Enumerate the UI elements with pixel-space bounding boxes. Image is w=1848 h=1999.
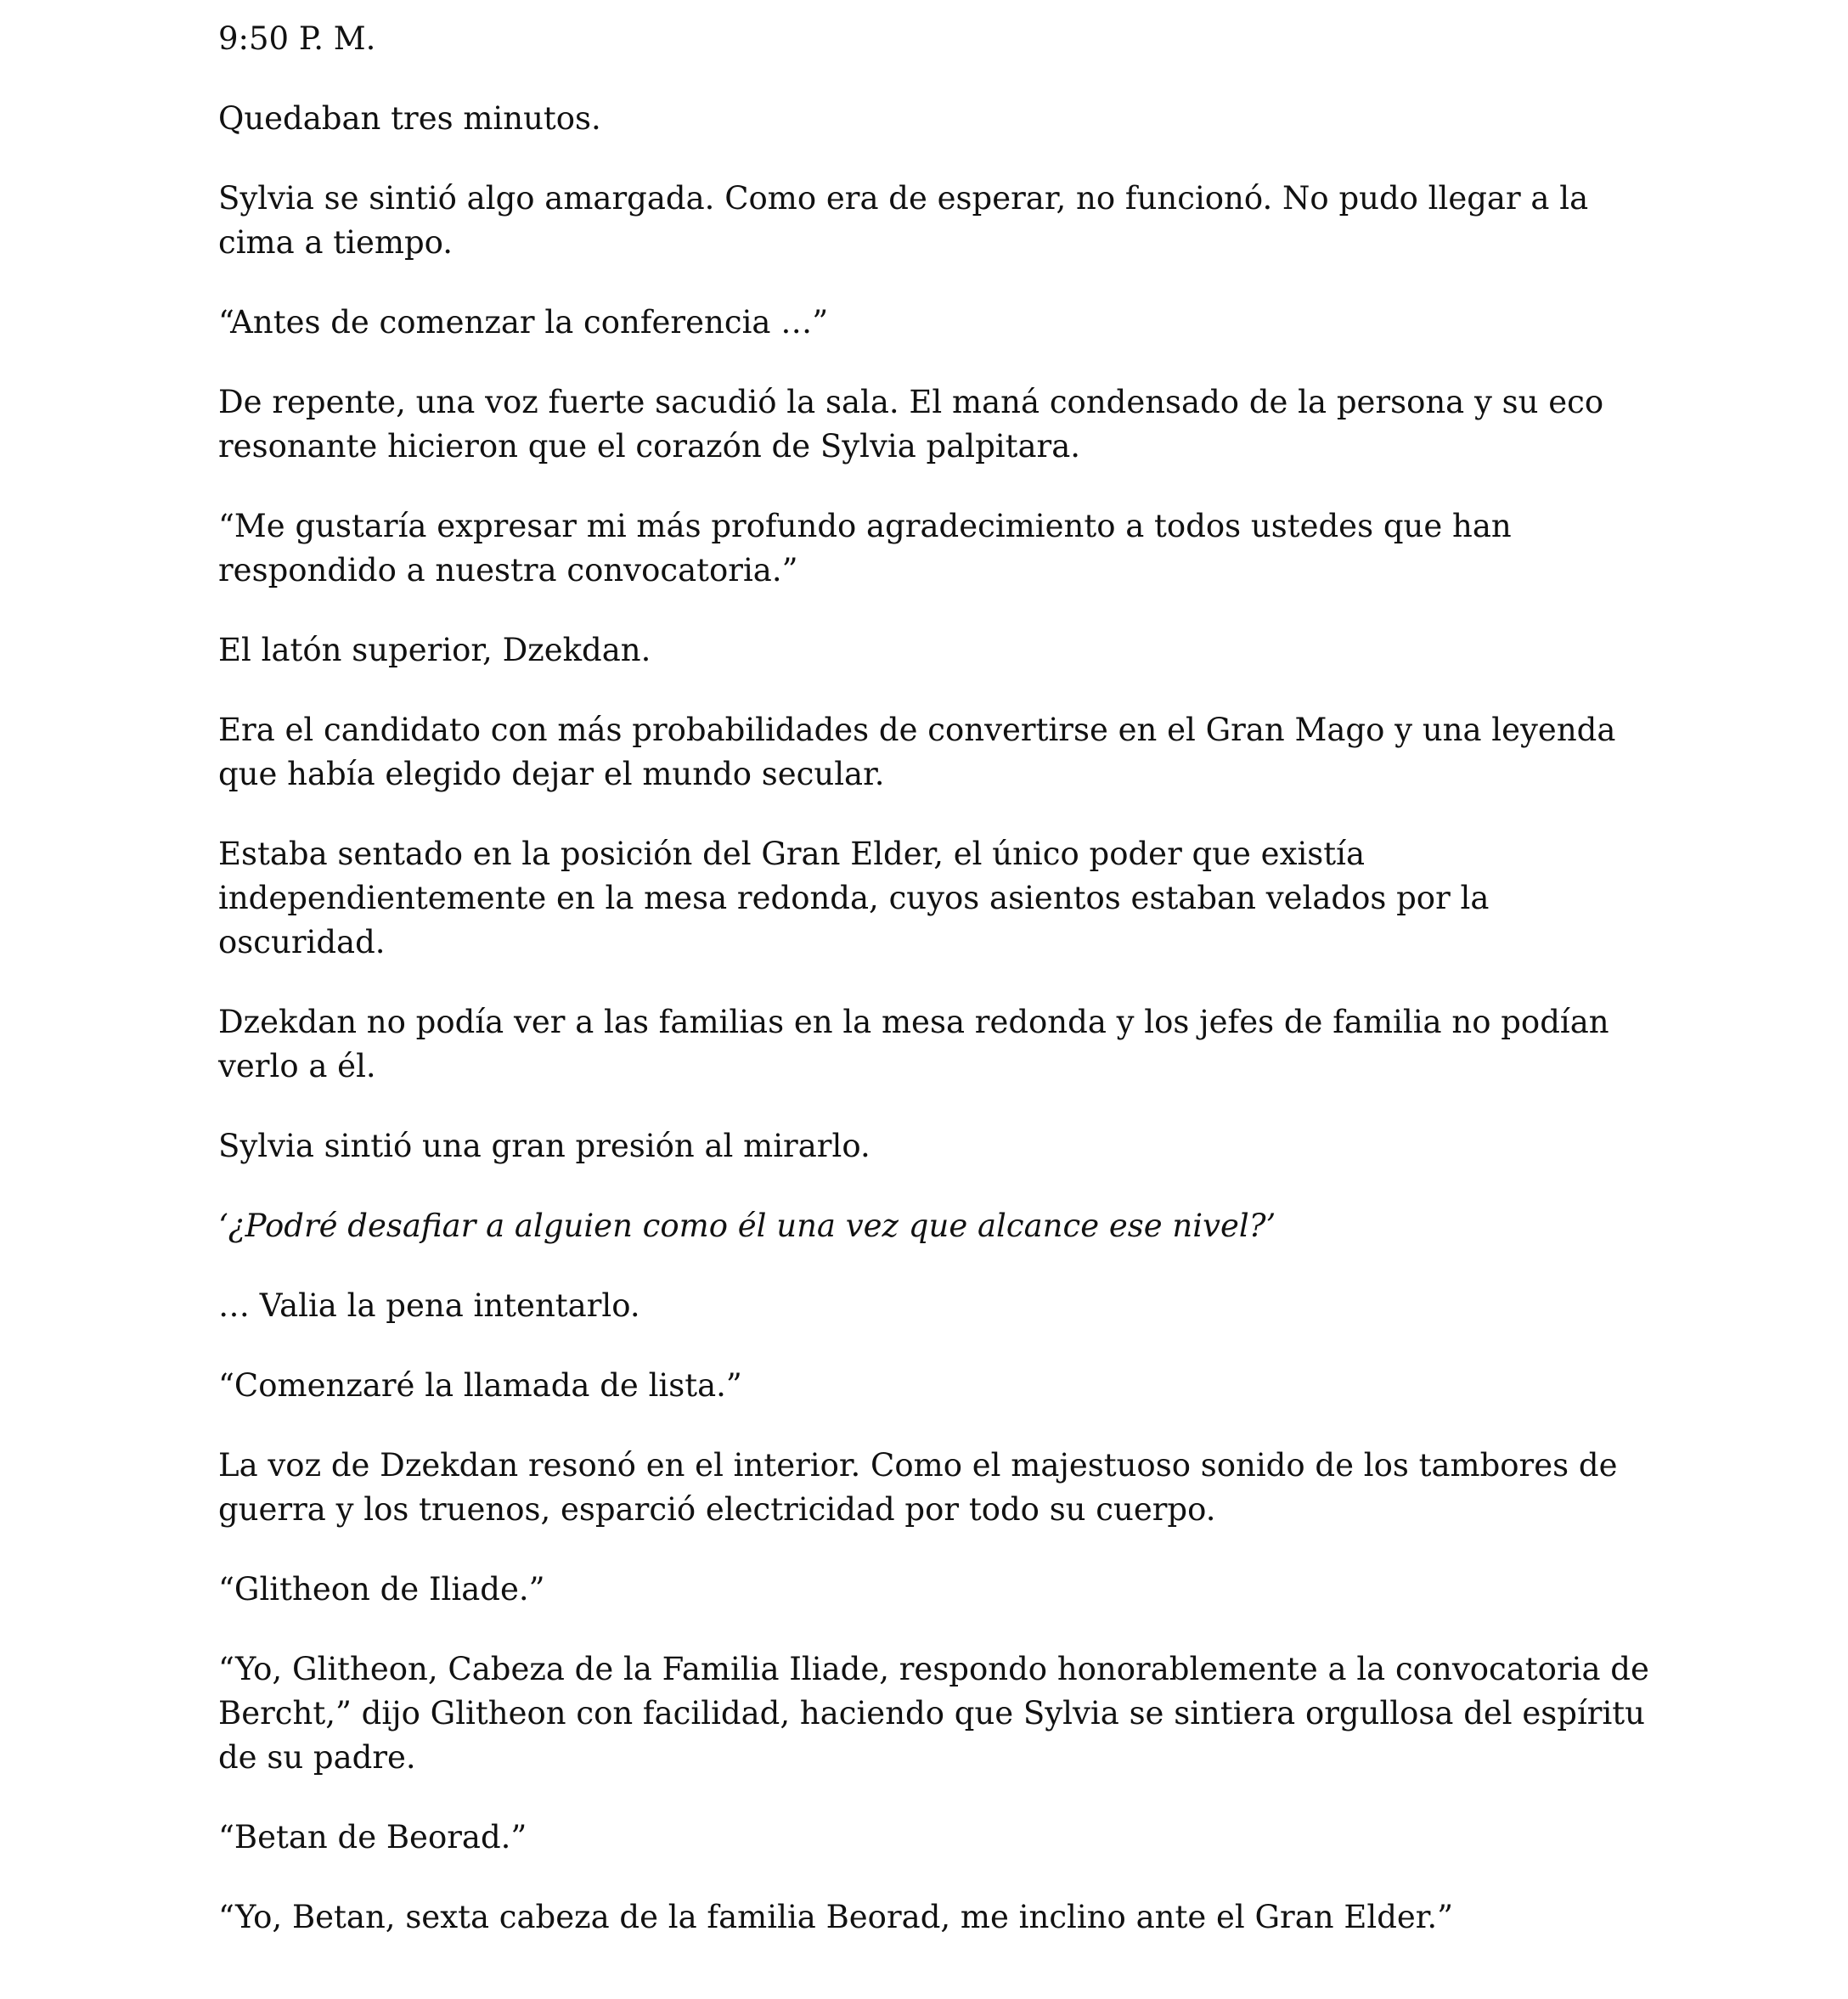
dialogue-paragraph: “Glitheon de Iliade.” — [218, 1571, 545, 1608]
paragraph: Dzekdan no podía ver a las familias en la mesa redonda y los jefes de familia no podían verlo a él. — [218, 1004, 1609, 1084]
paragraph: La voz de Dzekdan resonó en el interior. Como el majestuoso sonido de los tambores de guerra y los truenos, esparció electricidad por todo su cuerpo. — [218, 1447, 1618, 1528]
paragraph: … Valia la pena intentarlo. — [218, 1287, 640, 1324]
dialogue-paragraph: “Me gustaría expresar mi más profundo agradecimiento a todos ustedes que han respondido a nuestra convocatoria.” — [218, 508, 1512, 588]
thought-paragraph: ‘¿Podré desafiar a alguien como él una vez que alcance ese nivel?’ — [218, 1208, 1276, 1244]
dialogue-paragraph: “Comenzaré la llamada de lista.” — [218, 1367, 742, 1404]
dialogue-paragraph: “Yo, Betan, sexta cabeza de la familia Beorad, me inclino ante el Gran Elder.” — [218, 1899, 1454, 1935]
paragraph: El latón superior, Dzekdan. — [218, 632, 651, 668]
dialogue-paragraph: “Antes de comenzar la conferencia …” — [218, 304, 829, 341]
dialogue-paragraph: “Betan de Beorad.” — [218, 1819, 527, 1855]
dialogue-paragraph: “Yo, Glitheon, Cabeza de la Familia Iliade, respondo honorablemente a la convocatoria de Bercht,” dijo Glitheon con facilidad, haciendo que Sylvia se sintiera orgullosa del espíritu de su padre. — [218, 1651, 1649, 1776]
paragraph: Estaba sentado en la posición del Gran Elder, el único poder que existía independientemente en la mesa redonda, cuyos asientos estaban velados por la oscuridad. — [218, 836, 1490, 960]
paragraph: Sylvia sintió una gran presión al mirarlo. — [218, 1128, 870, 1164]
paragraph: Era el candidato con más probabilidades de convertirse en el Gran Mago y una leyenda que había elegido dejar el mundo secular. — [218, 712, 1616, 792]
document-page — [218, 17, 1662, 1975]
paragraph: De repente, una voz fuerte sacudió la sala. El maná condensado de la persona y su eco resonante hicieron que el corazón de Sylvia palpitara. — [218, 384, 1604, 465]
paragraph: Sylvia se sintió algo amargada. Como era de esperar, no funcionó. No pudo llegar a la cima a tiempo. — [218, 180, 1589, 261]
paragraph: Quedaban tres minutos. — [218, 100, 601, 137]
paragraph-time: 9:50 P. M. — [218, 20, 376, 57]
